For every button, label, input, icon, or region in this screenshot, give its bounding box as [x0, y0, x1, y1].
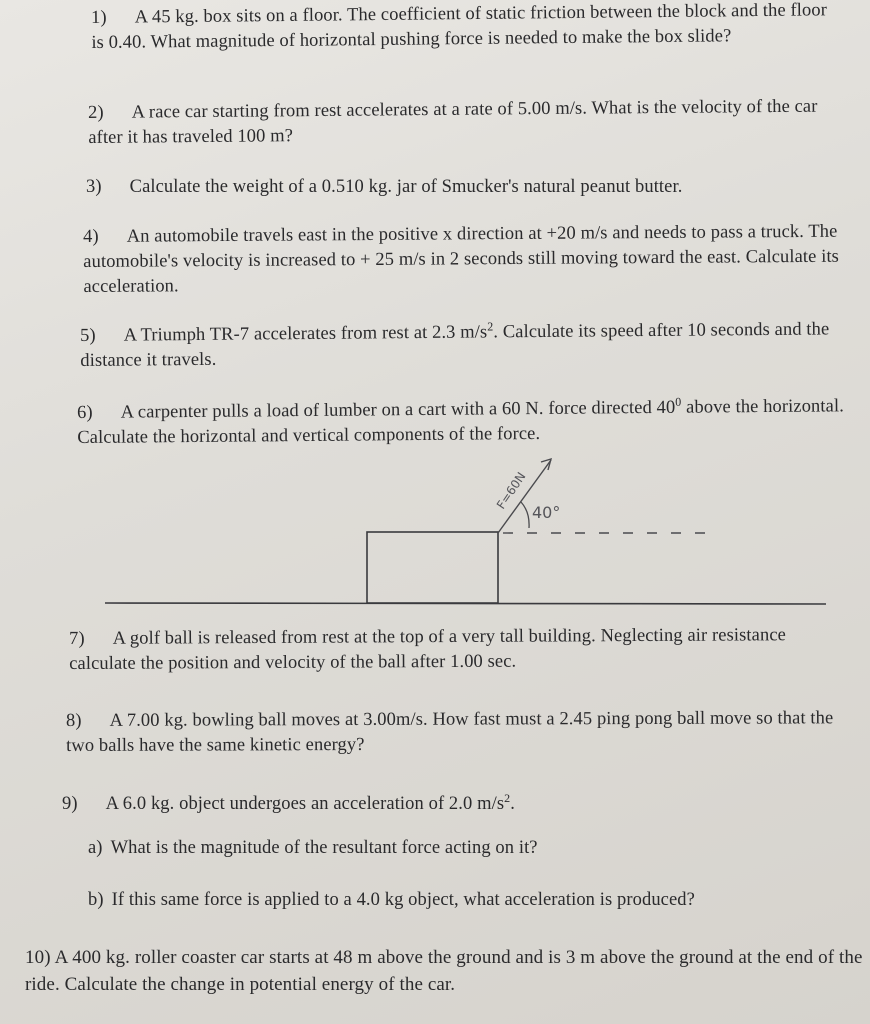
arrowhead-icon [541, 459, 551, 470]
problem-number: 10) [25, 947, 51, 968]
problem-9-part-a [88, 836, 848, 861]
problem-number: 4) [83, 226, 99, 247]
problem-5 [80, 317, 840, 374]
problem-text: A golf ball is released from rest at the top of a very tall building. Neglecting air resistance calculate the position and velocity of the ball after 1.00 sec. [69, 625, 786, 674]
problem-9 [62, 792, 842, 817]
superscript: 0 [675, 394, 682, 409]
problem-text: A 6.0 kg. object undergoes an acceleration of 2.0 m/s [105, 794, 505, 814]
problem-number: 3) [86, 177, 102, 197]
problem-text: Calculate the weight of a 0.510 kg. jar of Smucker's natural peanut butter. [129, 177, 683, 197]
problem-text: A 45 kg. box sits on a floor. The coefficient of static friction between the block and the floor is 0.40. What magnitude of horizontal pushing force is needed to make the box slide? [91, 0, 828, 53]
problem-number: 8) [66, 710, 82, 731]
part-label: a) [88, 838, 103, 858]
part-text: What is the magnitude of the resultant force acting on it? [110, 838, 538, 858]
problem-text-cont: above the horizontal. Calculate the horizontal and vertical components of the force. [77, 396, 844, 448]
problem-number: 5) [80, 325, 96, 346]
cart-box [367, 532, 498, 603]
angle-arc [521, 502, 529, 528]
problem-number: 1) [91, 7, 107, 28]
problem-9-part-b [88, 888, 858, 913]
angle-label: 40° [532, 503, 561, 522]
cart-force-diagram [0, 440, 870, 620]
problem-text: A carpenter pulls a load of lumber on a cart with a 60 N. force directed 40 [120, 397, 676, 423]
part-label: b) [88, 890, 104, 910]
problem-text-cont: . [510, 794, 515, 814]
problem-number: 7) [69, 628, 85, 649]
superscript: 2 [504, 791, 511, 805]
problem-text: An automobile travels east in the positive x direction at +20 m/s and needs to pass a truck. The automobile's velocity is increased to + 25 m/s in 2 seconds still moving toward the east. Calculate its acceleration. [83, 221, 840, 297]
superscript: 2 [487, 319, 494, 334]
problem-number: 2) [88, 102, 104, 123]
problem-7 [69, 623, 849, 677]
problem-text-cont: . Calculate its speed after 10 seconds and the distance it travels. [80, 319, 830, 371]
problem-1 [91, 0, 831, 56]
part-text: If this same force is applied to a 4.0 kg object, what acceleration is produced? [111, 890, 695, 910]
problem-text: A 400 kg. roller coaster car starts at 48 m above the ground and is 3 m above the ground at the end of the ride. Calculate the change in potential energy of the car. [25, 947, 863, 995]
problem-number: 6) [77, 402, 93, 423]
problem-8 [66, 706, 856, 759]
problem-text: A 7.00 kg. bowling ball moves at 3.00m/s. How fast must a 2.45 ping pong ball move so that the two balls have the same kinetic energy? [66, 708, 834, 756]
problem-text: A race car starting from rest accelerates at a rate of 5.00 m/s. What is the velocity of the car after it has traveled 100 m? [88, 96, 818, 148]
problem-3 [86, 175, 836, 200]
problem-number: 9) [62, 794, 78, 814]
problem-2 [88, 94, 838, 151]
problem-text: A Triumph TR-7 accelerates from rest at 2.3 m/s [123, 322, 488, 346]
problem-4 [83, 220, 844, 300]
force-label: F=60N [493, 469, 529, 512]
problem-10 [25, 944, 870, 998]
